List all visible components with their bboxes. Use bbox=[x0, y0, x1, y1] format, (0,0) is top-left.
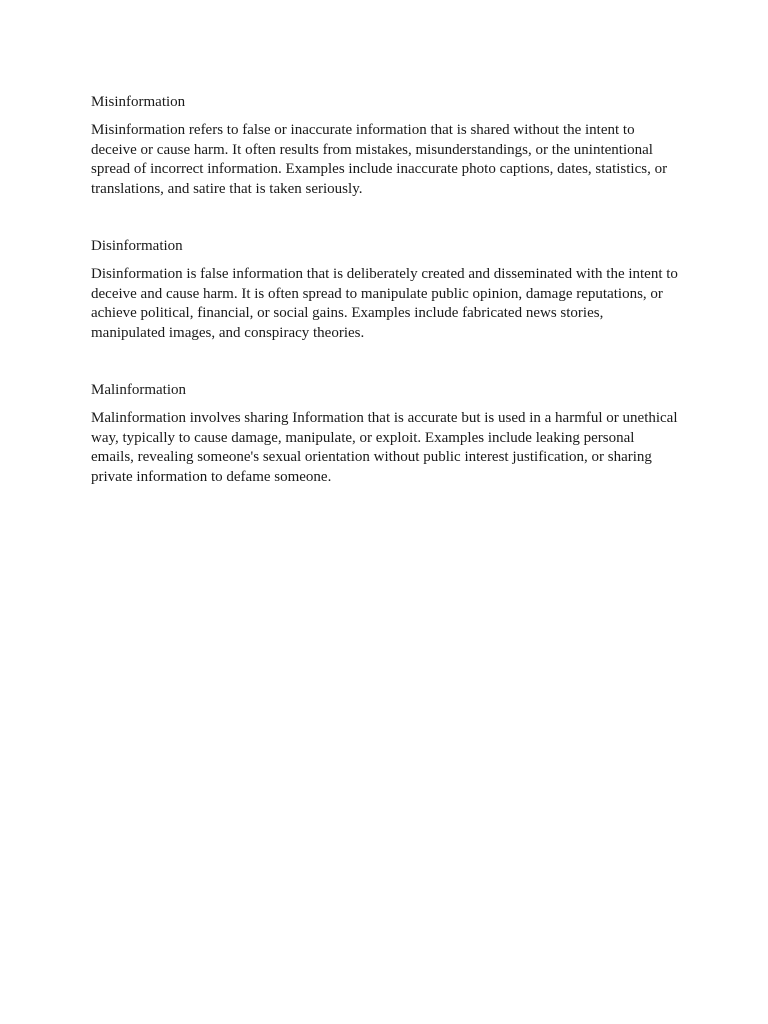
section-disinformation bbox=[91, 236, 681, 343]
section-heading: Malinformation bbox=[91, 382, 186, 398]
section-misinformation bbox=[91, 92, 681, 199]
document-body bbox=[91, 92, 681, 524]
section-heading: Disinformation bbox=[91, 238, 183, 254]
section-paragraph: Malinformation involves sharing Information that is accurate but is used in a harmful or unethical way, typically to cause damage, manipulate, or exploit. Examples include leaking personal emails, revealing someone's sexual orientation without public interest justification, or sharing private information to defame someone. bbox=[91, 410, 678, 485]
section-paragraph: Misinformation refers to false or inaccurate information that is shared without the intent to deceive or cause harm. It often results from mistakes, misunderstandings, or the unintentional spread of incorrect information. Examples include inaccurate photo captions, dates, statistics, or translations, and satire that is taken seriously. bbox=[91, 122, 668, 197]
section-paragraph: Disinformation is false information that is deliberately created and disseminated with the intent to deceive and cause harm. It is often spread to manipulate public opinion, damage reputations, or achieve political, financial, or social gains. Examples include fabricated news stories, manipulated images, and conspiracy theories. bbox=[91, 266, 678, 341]
section-heading: Misinformation bbox=[91, 94, 186, 110]
section-malinformation bbox=[91, 380, 681, 487]
